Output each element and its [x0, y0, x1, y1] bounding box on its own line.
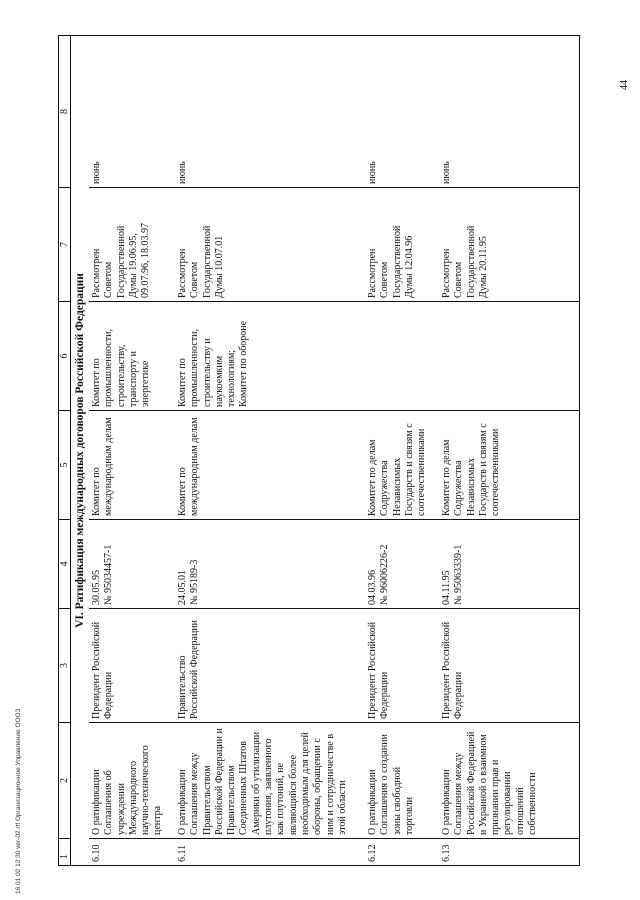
initiator: Президент Российской Федерации: [365, 609, 439, 723]
page-number: 44: [619, 80, 630, 90]
footer-file-info: 16 01 02 12 30 ver-02.rtf Организационное Управление ООО3: [15, 708, 22, 894]
table-row: [175, 36, 365, 866]
bill-table: [58, 35, 580, 866]
responsible-committee: Комитет по международным делам: [89, 411, 175, 520]
date-registration: 04.03.96 № 96006226-2: [365, 520, 439, 609]
bill-title: О ратификации Соглашения об учреждении Международного научно-технического центра: [89, 723, 175, 839]
responsible-committee: Комитет по международным делам: [175, 411, 365, 520]
date-registration: 30.05.95 № 95034457-1: [89, 520, 175, 609]
term: июнь: [365, 36, 439, 188]
column-number-8: 8: [59, 36, 71, 188]
column-number-2: 2: [59, 723, 71, 839]
term: июнь: [439, 36, 580, 188]
row-number: 6.13: [439, 839, 580, 866]
section-title: VI. Ратификация международных договоров Российской Федерации: [71, 36, 90, 866]
table-row: [365, 36, 439, 866]
column-number-4: 4: [59, 520, 71, 609]
column-number-5: 5: [59, 411, 71, 520]
co-committee: [439, 302, 580, 411]
status: Рассмотрен Советом Государственной Думы 10.07.01: [175, 188, 365, 302]
row-number: 6.11: [175, 839, 365, 866]
table-row: [439, 36, 580, 866]
row-number: 6.10: [89, 839, 175, 866]
initiator: Президент Российской Федерации: [439, 609, 580, 723]
column-header-row: [59, 36, 71, 866]
responsible-committee: Комитет по делам Содружества Независимых Государств и связям с соотечественниками: [365, 411, 439, 520]
column-number-1: 1: [59, 839, 71, 866]
status: Рассмотрен Советом Государственной Думы 19.06.95, 09.07.96, 18.03.97: [89, 188, 175, 302]
column-number-3: 3: [59, 609, 71, 723]
date-registration: 24.05.01 № 95189-3: [175, 520, 365, 609]
bill-title: О ратификации Соглашения о создании зоны свободной торговли: [365, 723, 439, 839]
table-row: [89, 36, 175, 866]
status: Рассмотрен Советом Государственной Думы 20.11.95: [439, 188, 580, 302]
responsible-committee: Комитет по делам Содружества Независимых Государств и связям с соотечественниками: [439, 411, 580, 520]
co-committee: Комитет по промышленности, строительству, транспорту и энергетике: [89, 302, 175, 411]
initiator: Правительство Российской Федерации: [175, 609, 365, 723]
section-row: [71, 36, 90, 866]
row-number: 6.12: [365, 839, 439, 866]
date-registration: 04.11.95 № 95063339-1: [439, 520, 580, 609]
initiator: Президент Российской Федерации: [89, 609, 175, 723]
column-number-6: 6: [59, 302, 71, 411]
co-committee: Комитет по промышленности, строительству и наукоемким технологиям; Комитет по обороне: [175, 302, 365, 411]
term: июнь: [175, 36, 365, 188]
co-committee: [365, 302, 439, 411]
rotated-table-area: [58, 36, 620, 866]
term: июнь: [89, 36, 175, 188]
column-number-7: 7: [59, 188, 71, 302]
bill-title: О ратификации Соглашения между Российской Федерацией и Украиной о взаимном признании прав и регулировании отношений собственности: [439, 723, 580, 839]
status: Рассмотрен Советом Государственной Думы 12.04.96: [365, 188, 439, 302]
bill-title: О ратификации Соглашения между Правительством Российской Федерации и Правительством Соединенных Штатов Америки об утилизации плутония, заявленного как плутоний, не являющийся более необходимым для целей обороны, обращении с ним и сотрудничестве в этой области: [175, 723, 365, 839]
